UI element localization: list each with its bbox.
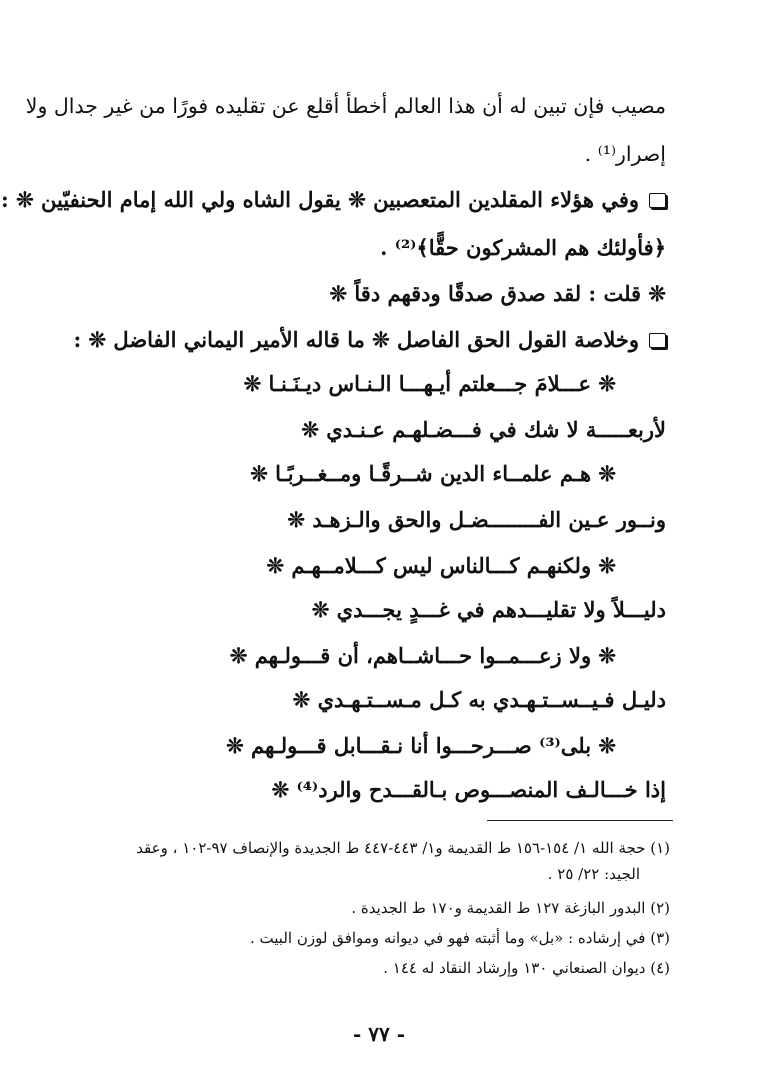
poem-verse-6: دليـــلاً ولا تقليـــدهم في غـــدٍ يجـــدي ❊: [311, 597, 666, 622]
author-comment: ❊ قلت : لقد صدق صدقًا ودقهم دقاً ❊: [329, 281, 666, 306]
footnote-1-line-2: الجيد: ٢٢/ ٢٥ .: [547, 865, 640, 883]
footnote-1-line-1: (١) حجة الله ١/ ١٥٤-١٥٦ ط القديمة و١/ ٤٤٣-٤٤٧ ط الجديدة والإنصاف ٩٧-١٠٢ ، وعقد: [136, 839, 670, 857]
paragraph-1-line-2: إصرار⁽¹⁾ .: [584, 142, 666, 166]
poem-verse-7: ❊ ولا زعـــمــوا حـــاشــاهم، أن قـــولـهم ❊: [229, 643, 616, 668]
footnote-separator: [487, 820, 673, 821]
poem-verse-1: ❊ عـــلامَ جـــعلتم أيـهـــا الـنـاس ديـنَـنـا ❊: [243, 371, 616, 396]
checkbox-bullet-icon: [649, 193, 666, 208]
poem-verse-4: ونــور عـين الفــــــــضـل والحق والـزهـد ❊: [287, 507, 666, 532]
paragraph-3-text: وخلاصة القول الحق الفاصل ❊ ما قاله الأمير اليماني الفاضل ❊ :: [73, 327, 639, 352]
checkbox-bullet-icon: [649, 333, 666, 348]
poem-verse-2: لأربعـــــة لا شك في فـــضـلهـم عـنـدي ❊: [301, 417, 666, 442]
quran-quote: ﴿فأولئك هم المشركون حقًّا﴾⁽²⁾ .: [380, 235, 666, 260]
poem-verse-3: ❊ هـم علمــاء الدين شــرقًـا ومــغــربًـا ❊: [250, 461, 616, 486]
paragraph-1-line-1: مصيب فإن تبين له أن هذا العالم أخطأ أقلع عن تقليده فورًا من غير جدال ولا: [25, 94, 666, 118]
footnote-3: (٣) في إرشاده : «بل» وما أثبته فهو في ديوانه وموافق لوزن البيت .: [250, 929, 670, 947]
poem-verse-8: دليـل فـيــســتـهـدي به كـل مـســتـهـدي ❊: [292, 687, 666, 712]
poem-verse-5: ❊ ولكنهـم كـــالناس ليس كـــلامــهـم ❊: [266, 553, 616, 578]
paragraph-2: [1, 186, 666, 214]
footnote-4: (٤) ديوان الصنعاني ١٣٠ وإرشاد النقاد له ١٤٤ .: [383, 959, 670, 977]
poem-verse-9: ❊ بلى⁽³⁾ صـــرحـــوا أنا نـقـــابل قـــولـهم ❊: [226, 733, 616, 758]
paragraph-3: [73, 326, 666, 354]
footnote-2: (٢) البدور البازغة ١٢٧ ط القديمة و١٧٠ ط الجديدة .: [351, 899, 670, 917]
paragraph-2-text: وفي هؤلاء المقلدين المتعصبين ❊ يقول الشاه ولي الله إمام الحنفيّين ❊ :: [1, 187, 639, 212]
poem-verse-10: إذا خـــالـف المنصـــوص بـالقـــدح والرد⁽⁴⁾ ❊: [271, 777, 666, 802]
page-number: - ٧٧ -: [352, 1022, 405, 1046]
